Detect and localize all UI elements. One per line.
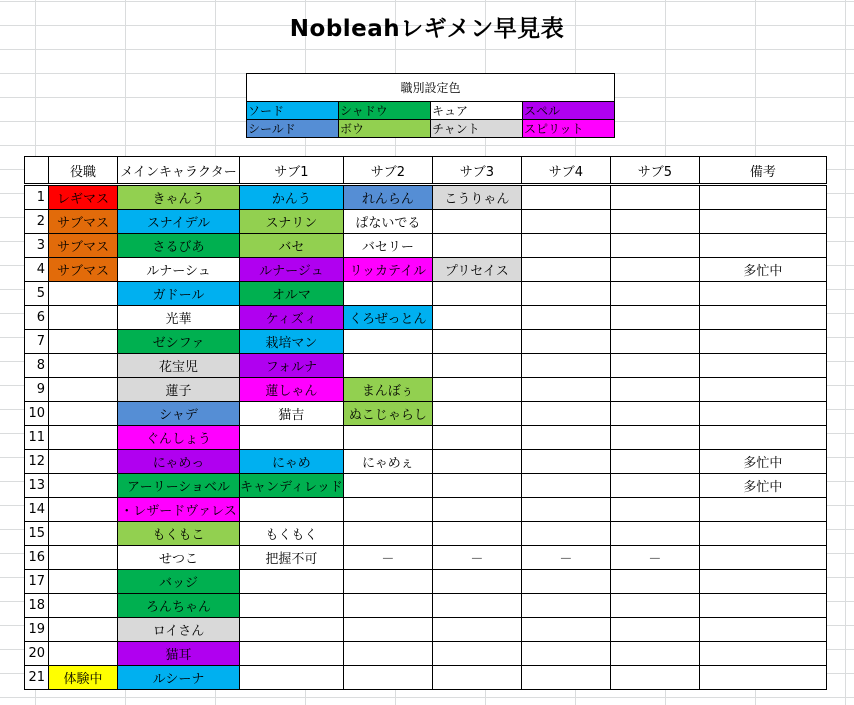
column-header[interactable]: サブ5 bbox=[610, 157, 699, 185]
sheet-title: Nobleahレギメン早見表 bbox=[289, 16, 565, 42]
sub-character-cell[interactable]: れんらん bbox=[343, 185, 432, 210]
role-cell[interactable]: サブマス bbox=[49, 258, 118, 282]
sub-character-cell[interactable]: オルマ bbox=[240, 282, 344, 306]
sub-character-cell[interactable] bbox=[240, 594, 344, 618]
sub-character-cell[interactable] bbox=[521, 234, 610, 258]
memo-cell[interactable] bbox=[699, 210, 826, 234]
memo-cell[interactable] bbox=[699, 642, 826, 666]
color-legend bbox=[246, 73, 615, 138]
legend-swatch-cell[interactable]: シャドウ bbox=[339, 102, 431, 120]
role-cell[interactable] bbox=[49, 594, 118, 618]
sub-character-cell[interactable] bbox=[432, 378, 521, 402]
role-cell[interactable] bbox=[49, 450, 118, 474]
role-cell[interactable]: 体験中 bbox=[49, 666, 118, 690]
sub-character-cell[interactable] bbox=[432, 618, 521, 642]
main-character-cell[interactable]: ルシーナ bbox=[118, 666, 240, 690]
legend-row bbox=[247, 102, 615, 120]
sub-character-cell[interactable] bbox=[610, 618, 699, 642]
sub-character-cell[interactable] bbox=[521, 258, 610, 282]
main-character-cell[interactable]: シャデ bbox=[118, 402, 240, 426]
sub-character-cell[interactable]: かんう bbox=[240, 185, 344, 210]
sub-character-cell[interactable] bbox=[343, 282, 432, 306]
sub-character-cell[interactable] bbox=[343, 498, 432, 522]
sub-character-cell[interactable] bbox=[610, 450, 699, 474]
row-number-cell[interactable]: 18 bbox=[25, 594, 49, 618]
main-character-cell[interactable]: にゃめっ bbox=[118, 450, 240, 474]
sub-character-cell[interactable] bbox=[610, 210, 699, 234]
sub-character-cell[interactable] bbox=[610, 330, 699, 354]
memo-cell[interactable] bbox=[699, 522, 826, 546]
row-number-cell[interactable]: 15 bbox=[25, 522, 49, 546]
table-row bbox=[25, 522, 827, 546]
sub-character-cell[interactable] bbox=[521, 594, 610, 618]
memo-cell[interactable] bbox=[699, 594, 826, 618]
row-number-cell[interactable]: 7 bbox=[25, 330, 49, 354]
sub-character-cell[interactable] bbox=[521, 618, 610, 642]
row-number-cell[interactable]: 9 bbox=[25, 378, 49, 402]
memo-cell[interactable] bbox=[699, 618, 826, 642]
sub-character-cell[interactable]: にゃめ bbox=[240, 450, 344, 474]
sub-character-cell[interactable] bbox=[240, 426, 344, 450]
sub-character-cell[interactable] bbox=[521, 402, 610, 426]
sub-character-cell[interactable] bbox=[610, 642, 699, 666]
table-row bbox=[25, 594, 827, 618]
row-number-cell[interactable]: 10 bbox=[25, 402, 49, 426]
sub-character-cell[interactable] bbox=[343, 354, 432, 378]
memo-cell[interactable] bbox=[699, 330, 826, 354]
main-character-cell[interactable]: 猫耳 bbox=[118, 642, 240, 666]
sub-character-cell[interactable]: 蓮しゃん bbox=[240, 378, 344, 402]
row-number-cell[interactable]: 4 bbox=[25, 258, 49, 282]
sub-character-cell[interactable]: バセ bbox=[240, 234, 344, 258]
sub-character-cell[interactable] bbox=[610, 282, 699, 306]
table-row bbox=[25, 618, 827, 642]
role-cell[interactable]: サブマス bbox=[49, 234, 118, 258]
memo-cell[interactable] bbox=[699, 426, 826, 450]
sub-character-cell[interactable]: スナリン bbox=[240, 210, 344, 234]
column-header[interactable]: メインキャラクター bbox=[118, 157, 240, 185]
sub-character-cell[interactable]: ぱないでる bbox=[343, 210, 432, 234]
sub-character-cell[interactable] bbox=[432, 594, 521, 618]
row-number-cell[interactable]: 1 bbox=[25, 185, 49, 210]
table-row bbox=[25, 426, 827, 450]
row-number-cell[interactable]: 14 bbox=[25, 498, 49, 522]
sub-character-cell[interactable]: ルナージュ bbox=[240, 258, 344, 282]
row-number-cell[interactable]: 8 bbox=[25, 354, 49, 378]
table-row bbox=[25, 210, 827, 234]
sub-character-cell[interactable]: 猫吉 bbox=[240, 402, 344, 426]
table-row bbox=[25, 666, 827, 690]
sub-character-cell[interactable] bbox=[432, 498, 521, 522]
sub-character-cell[interactable] bbox=[610, 234, 699, 258]
main-character-cell[interactable]: ぐんしょう bbox=[118, 426, 240, 450]
sub-character-cell[interactable]: ケィズィ bbox=[240, 306, 344, 330]
table-row bbox=[25, 185, 827, 210]
sub-character-cell[interactable] bbox=[432, 402, 521, 426]
main-character-cell[interactable]: スナイデル bbox=[118, 210, 240, 234]
row-number-cell[interactable]: 3 bbox=[25, 234, 49, 258]
table-row bbox=[25, 498, 827, 522]
sub-character-cell[interactable] bbox=[610, 594, 699, 618]
sub-character-cell[interactable]: こうりゃん bbox=[432, 185, 521, 210]
row-number-cell[interactable]: 13 bbox=[25, 474, 49, 498]
main-character-cell[interactable]: 花宝児 bbox=[118, 354, 240, 378]
sub-character-cell[interactable] bbox=[610, 570, 699, 594]
table-row bbox=[25, 234, 827, 258]
sub-character-cell[interactable] bbox=[432, 522, 521, 546]
row-number-cell[interactable]: 20 bbox=[25, 642, 49, 666]
memo-cell[interactable] bbox=[699, 234, 826, 258]
legend-swatch-cell[interactable]: スピリット bbox=[523, 120, 615, 138]
sub-character-cell[interactable]: まんぼぅ bbox=[343, 378, 432, 402]
sub-character-cell[interactable]: バセリー bbox=[343, 234, 432, 258]
legend-swatch-cell[interactable]: ボウ bbox=[339, 120, 431, 138]
column-header[interactable] bbox=[25, 157, 49, 185]
sub-character-cell[interactable] bbox=[432, 354, 521, 378]
sub-character-cell[interactable] bbox=[343, 330, 432, 354]
sub-character-cell[interactable] bbox=[240, 570, 344, 594]
table-row bbox=[25, 354, 827, 378]
sub-character-cell[interactable]: 把握不可 bbox=[240, 546, 344, 570]
sub-character-cell[interactable] bbox=[343, 474, 432, 498]
sub-character-cell[interactable] bbox=[610, 522, 699, 546]
sub-character-cell[interactable] bbox=[432, 666, 521, 690]
row-number-cell[interactable]: 11 bbox=[25, 426, 49, 450]
column-header[interactable]: サブ4 bbox=[521, 157, 610, 185]
sub-character-cell[interactable] bbox=[521, 378, 610, 402]
memo-cell[interactable] bbox=[699, 498, 826, 522]
legend-row bbox=[247, 120, 615, 138]
sub-character-cell[interactable] bbox=[343, 666, 432, 690]
sub-character-cell[interactable] bbox=[343, 570, 432, 594]
memo-cell[interactable]: 多忙中 bbox=[699, 258, 826, 282]
legend-swatch-cell[interactable]: キュア bbox=[431, 102, 523, 120]
sub-character-cell[interactable] bbox=[521, 498, 610, 522]
sub-character-cell[interactable] bbox=[240, 498, 344, 522]
sub-character-cell[interactable] bbox=[343, 642, 432, 666]
main-character-cell[interactable]: ろんちゃん bbox=[118, 594, 240, 618]
sub-character-cell[interactable] bbox=[521, 474, 610, 498]
role-cell[interactable] bbox=[49, 522, 118, 546]
memo-cell[interactable] bbox=[699, 546, 826, 570]
role-cell[interactable]: レギマス bbox=[49, 185, 118, 210]
sub-character-cell[interactable]: 栽培マン bbox=[240, 330, 344, 354]
sub-character-cell[interactable] bbox=[343, 618, 432, 642]
main-character-cell[interactable]: アーリーショベル bbox=[118, 474, 240, 498]
main-character-cell[interactable]: ・レザードヴァレス bbox=[118, 498, 240, 522]
table-row bbox=[25, 306, 827, 330]
main-character-cell[interactable]: ロイさん bbox=[118, 618, 240, 642]
sub-character-cell[interactable]: － bbox=[521, 546, 610, 570]
role-cell[interactable] bbox=[49, 426, 118, 450]
sub-character-cell[interactable] bbox=[521, 185, 610, 210]
sub-character-cell[interactable]: プリセイス bbox=[432, 258, 521, 282]
sub-character-cell[interactable]: キャンディレッド bbox=[240, 474, 344, 498]
sub-character-cell[interactable] bbox=[432, 234, 521, 258]
sub-character-cell[interactable] bbox=[240, 642, 344, 666]
sub-character-cell[interactable] bbox=[521, 642, 610, 666]
role-cell[interactable]: サブマス bbox=[49, 210, 118, 234]
role-cell[interactable] bbox=[49, 282, 118, 306]
table-row bbox=[25, 474, 827, 498]
sub-character-cell[interactable]: リッカテイル bbox=[343, 258, 432, 282]
sub-character-cell[interactable]: くろぜっとん bbox=[343, 306, 432, 330]
sub-character-cell[interactable] bbox=[610, 426, 699, 450]
sub-character-cell[interactable] bbox=[610, 402, 699, 426]
column-header[interactable]: サブ2 bbox=[343, 157, 432, 185]
sub-character-cell[interactable]: － bbox=[432, 546, 521, 570]
column-header[interactable]: サブ1 bbox=[240, 157, 344, 185]
role-cell[interactable] bbox=[49, 378, 118, 402]
role-cell[interactable] bbox=[49, 618, 118, 642]
role-cell[interactable] bbox=[49, 330, 118, 354]
role-cell[interactable] bbox=[49, 402, 118, 426]
sub-character-cell[interactable] bbox=[432, 474, 521, 498]
table-row bbox=[25, 546, 827, 570]
row-number-cell[interactable]: 12 bbox=[25, 450, 49, 474]
legend-header: 職別設定色 bbox=[247, 74, 615, 102]
sub-character-cell[interactable] bbox=[432, 282, 521, 306]
sub-character-cell[interactable] bbox=[343, 594, 432, 618]
sub-character-cell[interactable] bbox=[610, 306, 699, 330]
main-character-cell[interactable]: きゃんう bbox=[118, 185, 240, 210]
table-row bbox=[25, 258, 827, 282]
memo-cell[interactable] bbox=[699, 185, 826, 210]
role-cell[interactable] bbox=[49, 474, 118, 498]
row-number-cell[interactable]: 19 bbox=[25, 618, 49, 642]
sub-character-cell[interactable]: もくもく bbox=[240, 522, 344, 546]
sub-character-cell[interactable] bbox=[432, 426, 521, 450]
row-number-cell[interactable]: 5 bbox=[25, 282, 49, 306]
sub-character-cell[interactable]: にゃめぇ bbox=[343, 450, 432, 474]
sub-character-cell[interactable] bbox=[432, 570, 521, 594]
legend-swatch-cell[interactable]: ソード bbox=[247, 102, 339, 120]
row-number-cell[interactable]: 17 bbox=[25, 570, 49, 594]
row-number-cell[interactable]: 21 bbox=[25, 666, 49, 690]
sub-character-cell[interactable] bbox=[240, 618, 344, 642]
sub-character-cell[interactable] bbox=[432, 642, 521, 666]
memo-cell[interactable]: 多忙中 bbox=[699, 450, 826, 474]
sub-character-cell[interactable] bbox=[240, 666, 344, 690]
memo-cell[interactable] bbox=[699, 402, 826, 426]
main-character-cell[interactable]: 光華 bbox=[118, 306, 240, 330]
table-row bbox=[25, 282, 827, 306]
sub-character-cell[interactable] bbox=[343, 426, 432, 450]
header-row bbox=[25, 157, 827, 185]
role-cell[interactable] bbox=[49, 354, 118, 378]
sub-character-cell[interactable]: － bbox=[610, 546, 699, 570]
row-number-cell[interactable]: 2 bbox=[25, 210, 49, 234]
sub-character-cell[interactable] bbox=[521, 282, 610, 306]
role-cell[interactable] bbox=[49, 498, 118, 522]
sub-character-cell[interactable] bbox=[521, 306, 610, 330]
sub-character-cell[interactable] bbox=[521, 354, 610, 378]
sub-character-cell[interactable] bbox=[343, 522, 432, 546]
sub-character-cell[interactable] bbox=[432, 210, 521, 234]
role-cell[interactable] bbox=[49, 546, 118, 570]
legend-swatch-cell[interactable]: チャント bbox=[431, 120, 523, 138]
table-row bbox=[25, 378, 827, 402]
table-row bbox=[25, 570, 827, 594]
main-character-cell[interactable]: せつこ bbox=[118, 546, 240, 570]
main-character-cell[interactable]: バッジ bbox=[118, 570, 240, 594]
sub-character-cell[interactable] bbox=[432, 450, 521, 474]
column-header[interactable]: サブ3 bbox=[432, 157, 521, 185]
sub-character-cell[interactable] bbox=[521, 426, 610, 450]
memo-cell[interactable]: 多忙中 bbox=[699, 474, 826, 498]
memo-cell[interactable] bbox=[699, 282, 826, 306]
sub-character-cell[interactable] bbox=[432, 330, 521, 354]
column-header[interactable]: 役職 bbox=[49, 157, 118, 185]
main-character-cell[interactable]: ゼシファ bbox=[118, 330, 240, 354]
memo-cell[interactable] bbox=[699, 570, 826, 594]
sub-character-cell[interactable] bbox=[521, 210, 610, 234]
role-cell[interactable] bbox=[49, 642, 118, 666]
main-character-cell[interactable]: ガドール bbox=[118, 282, 240, 306]
sub-character-cell[interactable]: ぬこじゃらし bbox=[343, 402, 432, 426]
sub-character-cell[interactable] bbox=[610, 666, 699, 690]
sub-character-cell[interactable] bbox=[521, 522, 610, 546]
sub-character-cell[interactable] bbox=[610, 258, 699, 282]
role-cell[interactable] bbox=[49, 570, 118, 594]
memo-cell[interactable] bbox=[699, 354, 826, 378]
sub-character-cell[interactable] bbox=[610, 185, 699, 210]
main-character-cell[interactable]: 蓮子 bbox=[118, 378, 240, 402]
column-header[interactable]: 備考 bbox=[699, 157, 826, 185]
sub-character-cell[interactable] bbox=[432, 306, 521, 330]
main-character-cell[interactable]: ルナーシュ bbox=[118, 258, 240, 282]
memo-cell[interactable] bbox=[699, 378, 826, 402]
role-cell[interactable] bbox=[49, 306, 118, 330]
main-character-cell[interactable]: さるびあ bbox=[118, 234, 240, 258]
legend-swatch-cell[interactable]: シールド bbox=[247, 120, 339, 138]
sub-character-cell[interactable]: フォルナ bbox=[240, 354, 344, 378]
sub-character-cell[interactable] bbox=[521, 666, 610, 690]
sub-character-cell[interactable] bbox=[521, 450, 610, 474]
sub-character-cell[interactable] bbox=[521, 570, 610, 594]
sub-character-cell[interactable] bbox=[521, 330, 610, 354]
row-number-cell[interactable]: 16 bbox=[25, 546, 49, 570]
table-row bbox=[25, 330, 827, 354]
sub-character-cell[interactable] bbox=[610, 498, 699, 522]
table-row bbox=[25, 642, 827, 666]
roster-table bbox=[24, 156, 827, 690]
table-row bbox=[25, 450, 827, 474]
memo-cell[interactable] bbox=[699, 306, 826, 330]
legend-swatch-cell[interactable]: スペル bbox=[523, 102, 615, 120]
sub-character-cell[interactable] bbox=[610, 354, 699, 378]
sub-character-cell[interactable] bbox=[610, 474, 699, 498]
row-number-cell[interactable]: 6 bbox=[25, 306, 49, 330]
table-row bbox=[25, 402, 827, 426]
sub-character-cell[interactable] bbox=[610, 378, 699, 402]
memo-cell[interactable] bbox=[699, 666, 826, 690]
main-character-cell[interactable]: もくもこ bbox=[118, 522, 240, 546]
sub-character-cell[interactable]: － bbox=[343, 546, 432, 570]
